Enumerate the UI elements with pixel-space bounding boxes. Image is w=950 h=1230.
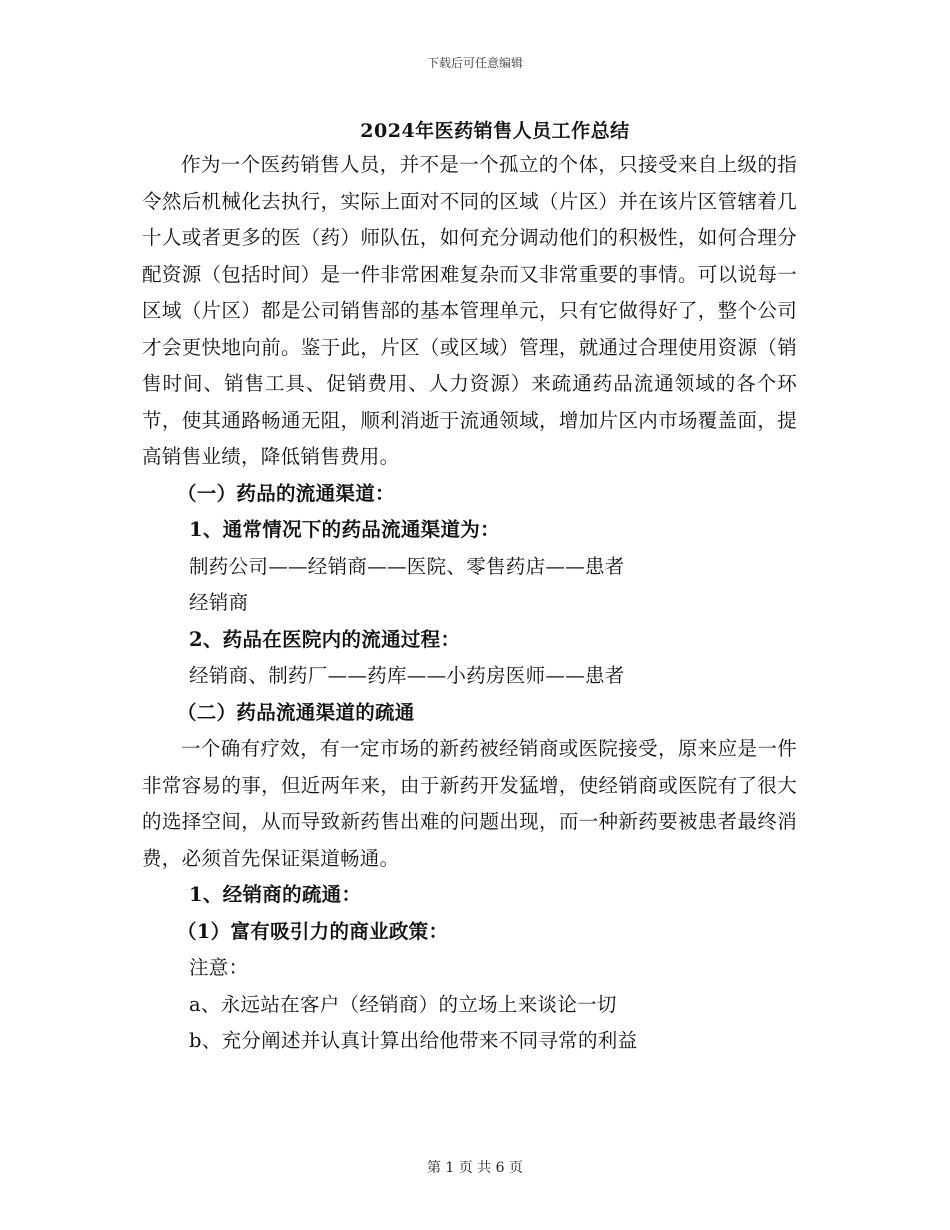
page-footer: 第 1 页 共 6 页 — [426, 1160, 524, 1176]
subheading-business-policy: （1）富有吸引力的商业政策： — [177, 919, 449, 943]
subheading-hospital-flow: 2、药品在医院内的流通过程： — [189, 627, 461, 651]
note-label: 注意： — [189, 956, 249, 979]
hospital-flow-line: 经销商、制药厂——药库——小药房医师——患者 — [189, 664, 625, 687]
subheading-normal-channels: 1、通常情况下的药品流通渠道为： — [189, 518, 500, 541]
intro-paragraph: 作为一个医药销售人员，并不是一个孤立的个体，只接受来自上级的指令然后机械化去执行，实际上面对不同的区域（片区）并在该片区管辖着几十人或者更多的医（药）师队伍，如何充分调动他们的积极性，如何合理分配资源（包括时间）是一件非常困难复杂而又非常重要的事情。可以说每一区域（片区）都是公司销售部的基本管理单元，只有它做得好了，整个公司才会更快地向前。鉴于此，片区（或区域）管理，就通过合理使用资源（销售时间、销售工具、促销费用、人力资源）来疏通药品流通领域的各个环节，使其通路畅通无阻，顺利消逝于流通领域，增加片区内市场覆盖面，提高销售业绩，降低销售费用。 — [142, 153, 797, 468]
section-heading-distribution-channels: （一）药品的流通渠道： — [177, 481, 395, 505]
channel-flow-line-secondary: 经销商 — [189, 591, 249, 614]
page-header-note: 下载后可任意编辑 — [426, 56, 523, 70]
section-heading-channel-clearing: （二）药品流通渠道的疏通 — [177, 700, 415, 724]
document-title: 2024年医药销售人员工作总结 — [360, 120, 630, 142]
note-item-b: b、充分阐述并认真计算出给他带来不同寻常的利益 — [189, 1029, 638, 1052]
note-item-a: a、永远站在客户（经销商）的立场上来谈论一切 — [189, 992, 617, 1016]
channel-clearing-paragraph: 一个确有疗效，有一定市场的新药被经销商或医院接受，原来应是一件非常容易的事，但近两年来，由于新药开发猛增，使经销商或医院有了很大的选择空间，从而导致新药售出难的问题出现，而一种新药要被患者最终消费，必须首先保证渠道畅通。 — [142, 737, 797, 870]
document-body — [142, 147, 797, 1060]
channel-flow-line: 制药公司——经销商——医院、零售药店——患者 — [189, 554, 625, 578]
subheading-distributor-clearing: 1、经销商的疏通： — [189, 883, 362, 906]
